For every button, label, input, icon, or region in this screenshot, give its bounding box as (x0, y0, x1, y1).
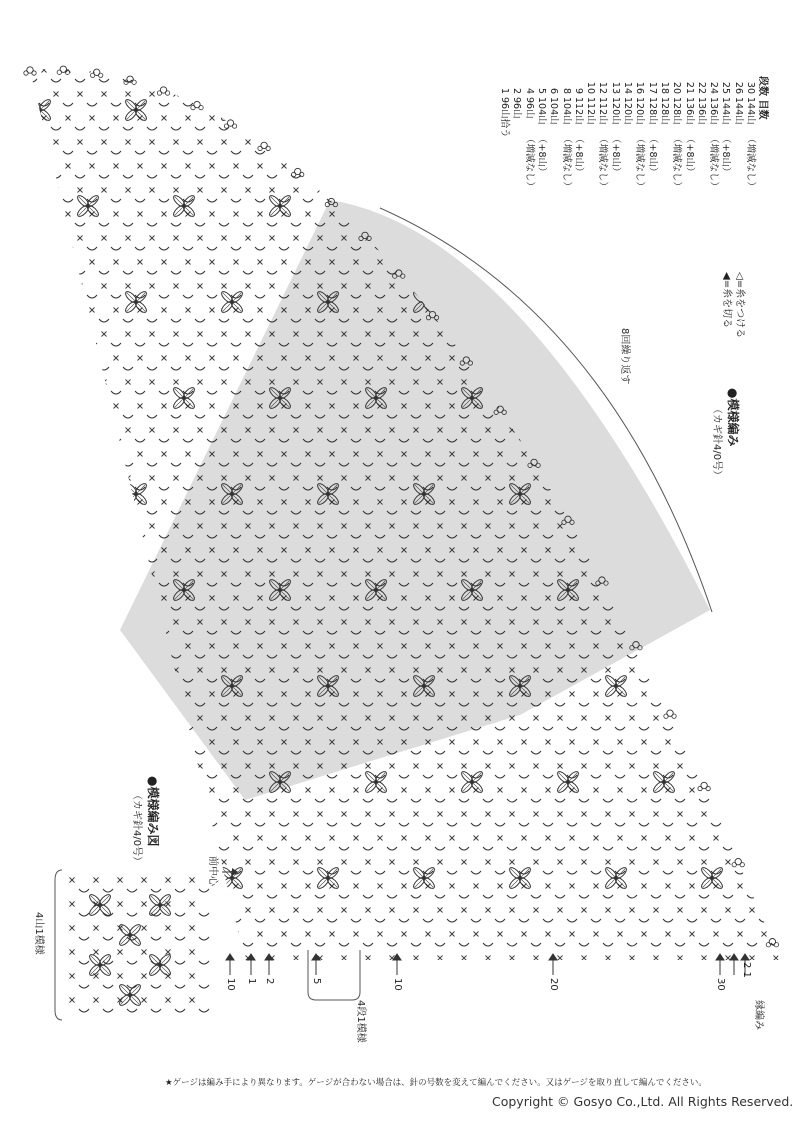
front-center-label: 前中心 (207, 856, 218, 886)
table-row (633, 76, 645, 204)
table-cell-row: 13 (609, 81, 621, 94)
table-cell-row: 25 (720, 81, 732, 94)
table-cell-note (695, 134, 707, 204)
table-cell-note (498, 134, 510, 204)
table-cell-row: 18 (658, 81, 670, 94)
table-cell-row: 17 (646, 81, 658, 94)
table-cell-row: 20 (671, 81, 683, 94)
table-cell-note (621, 134, 633, 204)
edge-label: 縁編み (753, 1000, 764, 1030)
table-cell-count: 128山 (646, 97, 658, 125)
table-cell-note: （増減なし） (708, 134, 720, 192)
row-2: 2 (264, 978, 275, 985)
table-row (621, 76, 633, 204)
table-cell-count: 128山 (658, 97, 670, 125)
table-cell-count: 96山 (511, 97, 523, 119)
table-cell-row: 1 (499, 87, 511, 94)
row-10: 10 (392, 978, 403, 991)
legend-cut: ◀=糸を切る (721, 272, 732, 329)
table-rows (498, 76, 756, 204)
table-cell-count: 128山 (671, 97, 683, 125)
table-cell-note: （増減なし） (560, 134, 572, 192)
table-row (498, 76, 510, 204)
pattern-title: ●模様編み (726, 388, 740, 447)
gauge-note: ★ゲージは編み手により異なります。ゲージが合わない場合は、針の号数を変えて編んでください。又はゲージを取り直して編んでください。 (165, 1078, 707, 1088)
table-cell-row: 22 (695, 81, 707, 94)
table-cell-row: 9 (572, 87, 584, 94)
repeat-note: 8回繰り返す (619, 328, 630, 385)
table-cell-count: 104山 (548, 97, 560, 125)
table-row (658, 76, 670, 204)
table-cell-note (547, 134, 559, 204)
table-cell-row: 8 (560, 87, 572, 94)
table-cell-count: 144山 (732, 97, 744, 125)
row-5: 5 (311, 978, 322, 985)
table-cell-note: （+8山） (535, 134, 547, 177)
table-cell-note: （+8山） (683, 134, 695, 177)
table-row (670, 76, 682, 204)
table-cell-count: 112山 (585, 97, 597, 125)
table-row (719, 76, 731, 204)
pattern-hook: （カギ針4/0号） (711, 404, 722, 481)
table-row (731, 76, 743, 204)
table-cell-row: 4 (523, 87, 535, 94)
table-row (584, 76, 596, 204)
table-cell-note: （+8山） (646, 134, 658, 177)
table-row (596, 76, 608, 204)
table-header: 段数 目数 (757, 76, 768, 120)
table-row (522, 76, 534, 204)
table-cell-count: 144山 (745, 97, 756, 125)
row-1: 1 (246, 978, 257, 985)
bracket-label: 4段1模様 (355, 1000, 366, 1043)
table-row (695, 76, 707, 204)
table-row (510, 76, 522, 204)
row-30: 30 (715, 978, 726, 991)
table-cell-note: （増減なし） (597, 134, 609, 192)
table-cell-row: 2 (511, 87, 523, 94)
table-cell-note (731, 134, 743, 204)
table-cell-note (510, 134, 522, 204)
table-cell-count: 136山 (683, 97, 695, 125)
table-cell-row: 14 (622, 81, 634, 94)
table-cell-row: 5 (535, 87, 547, 94)
table-cell-note: （+8山） (572, 134, 584, 177)
table-cell-row: 26 (732, 81, 744, 94)
table-row (645, 76, 657, 204)
table-cell-row: 16 (634, 81, 646, 94)
table-row (559, 76, 571, 204)
table-cell-row: 6 (548, 87, 560, 94)
detail-pattern-chart (70, 878, 210, 1013)
table-cell-row: 21 (683, 81, 695, 94)
table-row (572, 76, 584, 204)
table-cell-count: 112山 (597, 97, 609, 125)
table-cell-count: 120山 (609, 97, 621, 125)
table-row (608, 76, 620, 204)
copyright: Copyright © Gosyo Co.,Ltd. All Rights Reserved. (492, 1094, 794, 1109)
table-cell-row: 24 (708, 81, 720, 94)
table-cell-count: 104山 (560, 97, 572, 125)
table-cell-note: （増減なし） (523, 134, 535, 192)
table-row (535, 76, 547, 204)
table-cell-note: （+8山） (609, 134, 621, 177)
table-cell-note: （+8山） (720, 134, 732, 177)
table-cell-count: 112山 (572, 97, 584, 125)
detail-brace (55, 870, 62, 1020)
table-cell-row: 30 (745, 81, 756, 94)
table-cell-count: 136山 (708, 97, 720, 125)
row-20: 20 (548, 978, 559, 991)
table-cell-row: 12 (597, 81, 609, 94)
row-10-left: 10 (225, 978, 236, 991)
table-cell-count: 104山 (535, 97, 547, 125)
table-cell-count: 96山 (523, 97, 535, 119)
detail-hook: （カギ針4/0号） (131, 790, 142, 867)
table-cell-count: 136山 (695, 97, 707, 125)
legend-join: ◁=糸をつける (734, 272, 745, 339)
table-cell-note: （増減なし） (671, 134, 683, 192)
table-row (707, 76, 719, 204)
row-count-table (498, 76, 768, 204)
table-row (682, 76, 694, 204)
table-row (547, 76, 559, 204)
table-cell-count: 120山 (634, 97, 646, 125)
table-cell-note (584, 134, 596, 204)
table-cell-row: 10 (585, 81, 597, 94)
table-cell-count: 120山 (622, 97, 634, 125)
table-cell-note (658, 134, 670, 204)
detail-title: ●模様編み図 (146, 776, 160, 847)
repeat-shading (120, 200, 710, 800)
table-cell-count: 96山拾う (499, 97, 511, 138)
table-row (744, 76, 756, 204)
edge-row-numbers: 2 1 (741, 962, 752, 978)
detail-repeat-label: 4山1模様 (33, 912, 44, 955)
table-cell-count: 144山 (720, 97, 732, 125)
table-cell-note: （増減なし） (745, 134, 756, 192)
table-cell-note: （増減なし） (634, 134, 646, 192)
